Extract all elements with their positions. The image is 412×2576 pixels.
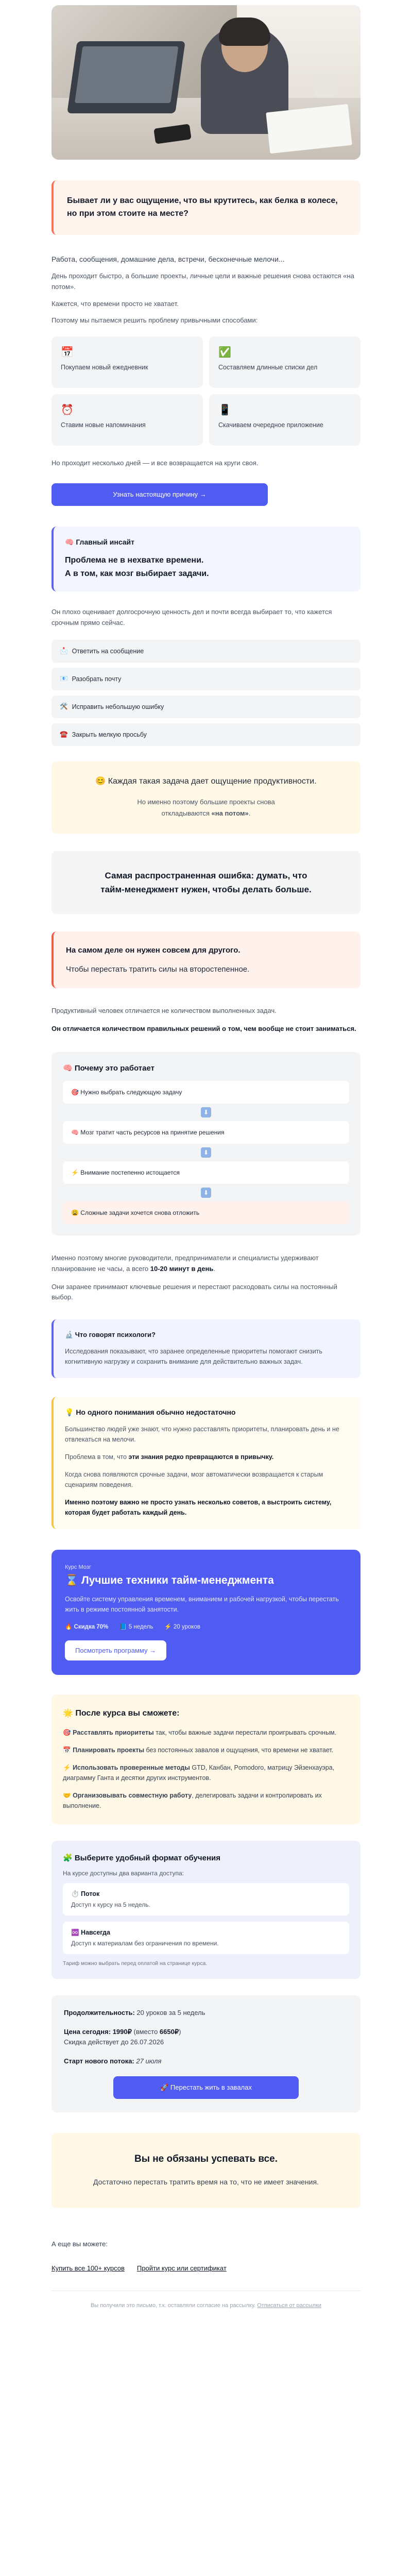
why-works-box (52, 1052, 360, 1235)
why-works-title: 🧠 Почему это работает (63, 1063, 154, 1073)
footer-note-text: Вы получили это письмо, т.к. оставляли согласие на рассылку. (90, 2302, 256, 2309)
hero-image (52, 5, 360, 160)
missing-p4: Именно поэтому важно не просто узнать несколько советов, а выстроить систему, которая будет работать каждый день. (65, 1499, 332, 1517)
insight-callout (52, 527, 360, 591)
price-value: 1990₽ (112, 2028, 132, 2036)
start-value: 27 июля (134, 2057, 162, 2065)
footer-links (52, 2264, 360, 2272)
productivity-title: 😊 Каждая такая задача дает ощущение продуктивности. (95, 776, 317, 786)
list-item-label: Ответить на сообщение (72, 647, 144, 655)
missing-p2-bold: эти знания редко превращаются в привычку. (128, 1453, 274, 1461)
lead-text: Бывает ли у вас ощущение, что вы крутитесь, как белка в колесе, но при этом стоите на месте? (67, 196, 338, 218)
check-icon: ✅ (218, 347, 231, 359)
research-title: 🔬 Что говорят психологи? (65, 1331, 156, 1339)
view-program-button[interactable]: Посмотреть программу → (65, 1640, 166, 1660)
format-box (52, 1841, 360, 1979)
insight-title: 🧠 Главный инсайт (65, 537, 135, 546)
real-purpose-body: Чтобы перестать тратить силы на второстепенное. (66, 965, 250, 974)
real-purpose-title: На самом деле он нужен совсем для другого. (66, 946, 241, 955)
duration-value: 20 уроков за 5 недель (134, 2009, 205, 2017)
method-card (209, 336, 360, 388)
productivity-body-bold: «на потом» (211, 809, 249, 817)
lead-callout (52, 180, 360, 235)
final-callout (52, 2133, 360, 2208)
price-box (52, 1995, 360, 2112)
urgent-list (52, 640, 360, 746)
missing-title: 💡 Но одного понимания обычно недостаточно (65, 1408, 236, 1417)
benefit-item (63, 1762, 349, 1783)
after-methods-text: Но проходит несколько дней — и все возвращается на круги своя. (52, 459, 259, 467)
handshake-icon: 🤝 (63, 1792, 71, 1800)
format-card-desc: Доступ к курсу на 5 недель. (71, 1901, 150, 1909)
arrow-down-glyph: ⬇ (201, 1107, 211, 1117)
footer-also: А еще вы можете: (52, 2240, 108, 2248)
benefit-bold: Планировать проекты (73, 1747, 145, 1754)
productivity-callout (52, 761, 360, 834)
duration-badge: 📘 5 недель (119, 1624, 153, 1631)
price-line (64, 2028, 348, 2036)
research-body: Исследования показывают, что заранее определенные приоритеты помогают снизить когнитивную нагрузку и сохранить внимание для действительно важных задач. (65, 1348, 322, 1366)
leaders-p1-end: . (213, 1264, 215, 1273)
leaders-p1 (52, 1253, 360, 1275)
intro-p3: Кажется, что времени просто не хватает. (52, 299, 179, 308)
method-label: Ставим новые напоминания (61, 421, 146, 429)
benefit-item (63, 1745, 349, 1755)
method-label: Составляем длинные списки дел (218, 364, 318, 371)
course-meta (65, 1623, 347, 1630)
benefit-text: GTD, Канбан, Pomodoro, матрицу Эйзенхауэра, диаграмму Ганта и десятки других инструментов. (63, 1764, 335, 1782)
course-tag: Курс Мозг (65, 1564, 91, 1571)
format-card-stream (63, 1883, 349, 1916)
list-item-label: Разобрать почту (72, 675, 122, 683)
course-description: Освойте систему управления временем, вниманием и рабочей нагрузкой, чтобы перестать жить в режиме постоянной занятости. (65, 1596, 339, 1614)
missing-p3: Когда снова появляются срочные задачи, мозг автоматически возвращается к старым сценариям поведения. (65, 1471, 323, 1489)
format-card-desc: Доступ к материалам без ограничения по времени. (71, 1940, 219, 1947)
mistake-text: Самая распространенная ошибка: думать, что тайм-менеджмент нужен, чтобы делать больше. (100, 870, 312, 895)
after-course-box (52, 1694, 360, 1824)
why-step: ⚡ Внимание постепенно истощается (63, 1161, 349, 1184)
leaders-p2: Они заранее принимают ключевые решения и перестают расходовать силы на постоянный выбор. (52, 1282, 337, 1301)
arrow-down-glyph: ⬇ (201, 1188, 211, 1198)
take-course-link[interactable]: Пройти курс или сертификат (136, 2264, 227, 2273)
format-note: Тариф можно выбрать перед оплатой на странице курса. (63, 1960, 208, 1967)
productive-p1: Продуктивный человек отличается не количеством выполненных задач. (52, 1007, 277, 1015)
productive-p2: Он отличается количеством правильных решений о том, чем вообще не стоит заниматься. (52, 1025, 356, 1033)
benefit-text: без постоянных завалов и ощущения, что времени не хватает. (144, 1747, 334, 1754)
duration-line (64, 2009, 348, 2016)
arrow-down-icon (63, 1144, 349, 1161)
intro-p4: Поэтому мы пытаемся решить проблему привычными способами: (52, 316, 258, 325)
methods-grid (52, 336, 360, 446)
method-label: Покупаем новый ежедневник (61, 364, 148, 371)
course-promo (52, 1550, 360, 1675)
why-step: 🧠 Мозг тратит часть ресурсов на принятие решения (63, 1121, 349, 1144)
arrow-down-icon (63, 1184, 349, 1201)
footer (52, 2239, 360, 2309)
envelope-icon: 📩 (60, 647, 68, 655)
intro-section (52, 253, 360, 327)
missing-p1: Большинство людей уже знают, что нужно расставлять приоритеты, планировать день и не отвлекаться на мелочи. (65, 1426, 339, 1444)
mistake-callout (52, 851, 360, 914)
brain-text: Он плохо оценивает долгосрочную ценность дел и почти всегда выбирает то, что кажется срочным прямо сейчас. (52, 608, 332, 626)
benefit-item (63, 1727, 349, 1738)
productivity-body (129, 796, 283, 819)
papers-shape (266, 104, 352, 154)
real-purpose-callout (52, 931, 360, 988)
start-line (64, 2057, 348, 2065)
research-callout (52, 1319, 360, 1378)
list-item-label: Исправить небольшую ошибку (72, 703, 164, 710)
laptop-shape (67, 41, 185, 113)
benefit-text: так, чтобы важные задачи перестали проигрывать срочным. (153, 1729, 337, 1737)
method-label: Скачиваем очередное приложение (218, 421, 323, 429)
tools-icon: 🛠️ (60, 703, 68, 710)
price-was-value: 6650₽ (159, 2028, 179, 2036)
format-card-forever (63, 1922, 349, 1954)
method-card (209, 394, 360, 446)
buy-all-courses-link[interactable]: Купить все 100+ курсов (52, 2264, 125, 2273)
promo-deadline: Скидка действует до 26.07.2026 (64, 2038, 164, 2046)
insight-line1: Проблема не в нехватке времени. (65, 555, 204, 565)
list-item-label: Закрыть мелкую просьбу (72, 731, 147, 738)
discount-badge: 🔥 Скидка 70% (65, 1624, 109, 1631)
list-item (52, 640, 360, 663)
format-card-title: ⏱️ Поток (71, 1890, 100, 1898)
list-item (52, 696, 360, 718)
price-was-prefix: (вместо (131, 2028, 160, 2036)
after-course-title: 🌟 После курса вы сможете: (63, 1709, 180, 1718)
missing-callout (52, 1397, 360, 1529)
why-step: 😩 Сложные задачи хочется снова отложить (63, 1201, 349, 1224)
benefit-text: , делегировать задачи и контролировать их выполнение. (63, 1792, 322, 1810)
lightning-icon: ⚡ (63, 1764, 71, 1772)
lessons-badge: ⚡ 20 уроков (164, 1624, 200, 1631)
productivity-body-text: Но именно поэтому большие проекты снова откладываются (137, 798, 275, 817)
productivity-body-end: . (248, 809, 251, 817)
format-subtitle: На курсе доступны два варианта доступа: (63, 1870, 184, 1877)
phone-icon: 📱 (218, 404, 231, 416)
course-title: ⌛ Лучшие техники тайм-менеджмента (65, 1574, 274, 1587)
why-step: 🎯 Нужно выбрать следующую задачу (63, 1081, 349, 1104)
intro-p2: День проходит быстро, а большие проекты, личные цели и важные решения снова остаются «на потом». (52, 272, 354, 291)
alarm-icon: ⏰ (61, 404, 74, 416)
hair-shape (219, 18, 270, 46)
leaders-p1-text: Именно поэтому многие руководители, предприниматели и специалисты удерживают планирование не часы, а всего (52, 1253, 319, 1273)
format-title: 🧩 Выберите удобный формат обучения (63, 1854, 220, 1863)
method-card (52, 394, 203, 446)
benefit-item (63, 1790, 349, 1811)
missing-p2 (65, 1452, 349, 1462)
price-was-suffix: ) (179, 2028, 181, 2036)
missing-p2-text: Проблема в том, что (65, 1453, 129, 1461)
calendar-icon: 📅 (61, 347, 74, 359)
telephone-icon: ☎️ (60, 731, 68, 738)
method-card (52, 336, 203, 388)
format-card-title: ♾️ Навсегда (71, 1929, 110, 1937)
intro-p1: Работа, сообщения, домашние дела, встречи, бесконечные мелочи... (52, 255, 285, 263)
benefit-bold: Использовать проверенные методы (73, 1764, 190, 1772)
price-label: Цена сегодня: (64, 2028, 113, 2036)
benefit-bold: Расставлять приоритеты (73, 1729, 154, 1737)
leaders-p1-bold: 10-20 минут в день (150, 1264, 214, 1273)
footer-note (52, 2302, 360, 2309)
mail-icon: 📧 (60, 675, 68, 683)
target-icon: 🎯 (63, 1729, 71, 1737)
unsubscribe-link[interactable]: Отписаться от рассылки (257, 2302, 322, 2309)
find-reason-button[interactable]: Узнать настоящую причину → (52, 483, 268, 506)
final-body: Достаточно перестать тратить время на то, что не имеет значения. (93, 2178, 319, 2187)
arrow-down-icon (63, 1104, 349, 1121)
insight-line2: А в том, как мозг выбирает задачи. (65, 569, 209, 578)
start-label: Старт нового потока: (64, 2057, 134, 2065)
calendar-icon: 📅 (63, 1747, 71, 1754)
benefit-bold: Организовывать совместную работу (73, 1792, 192, 1800)
mug-shape (314, 72, 335, 98)
list-item (52, 723, 360, 746)
duration-label: Продолжительность: (64, 2009, 135, 2017)
list-item (52, 668, 360, 690)
arrow-down-glyph: ⬇ (201, 1147, 211, 1158)
final-title: Вы не обязаны успевать все. (134, 2154, 278, 2165)
stop-overload-button[interactable]: 🚀 Перестать жить в завалах (113, 2076, 299, 2099)
